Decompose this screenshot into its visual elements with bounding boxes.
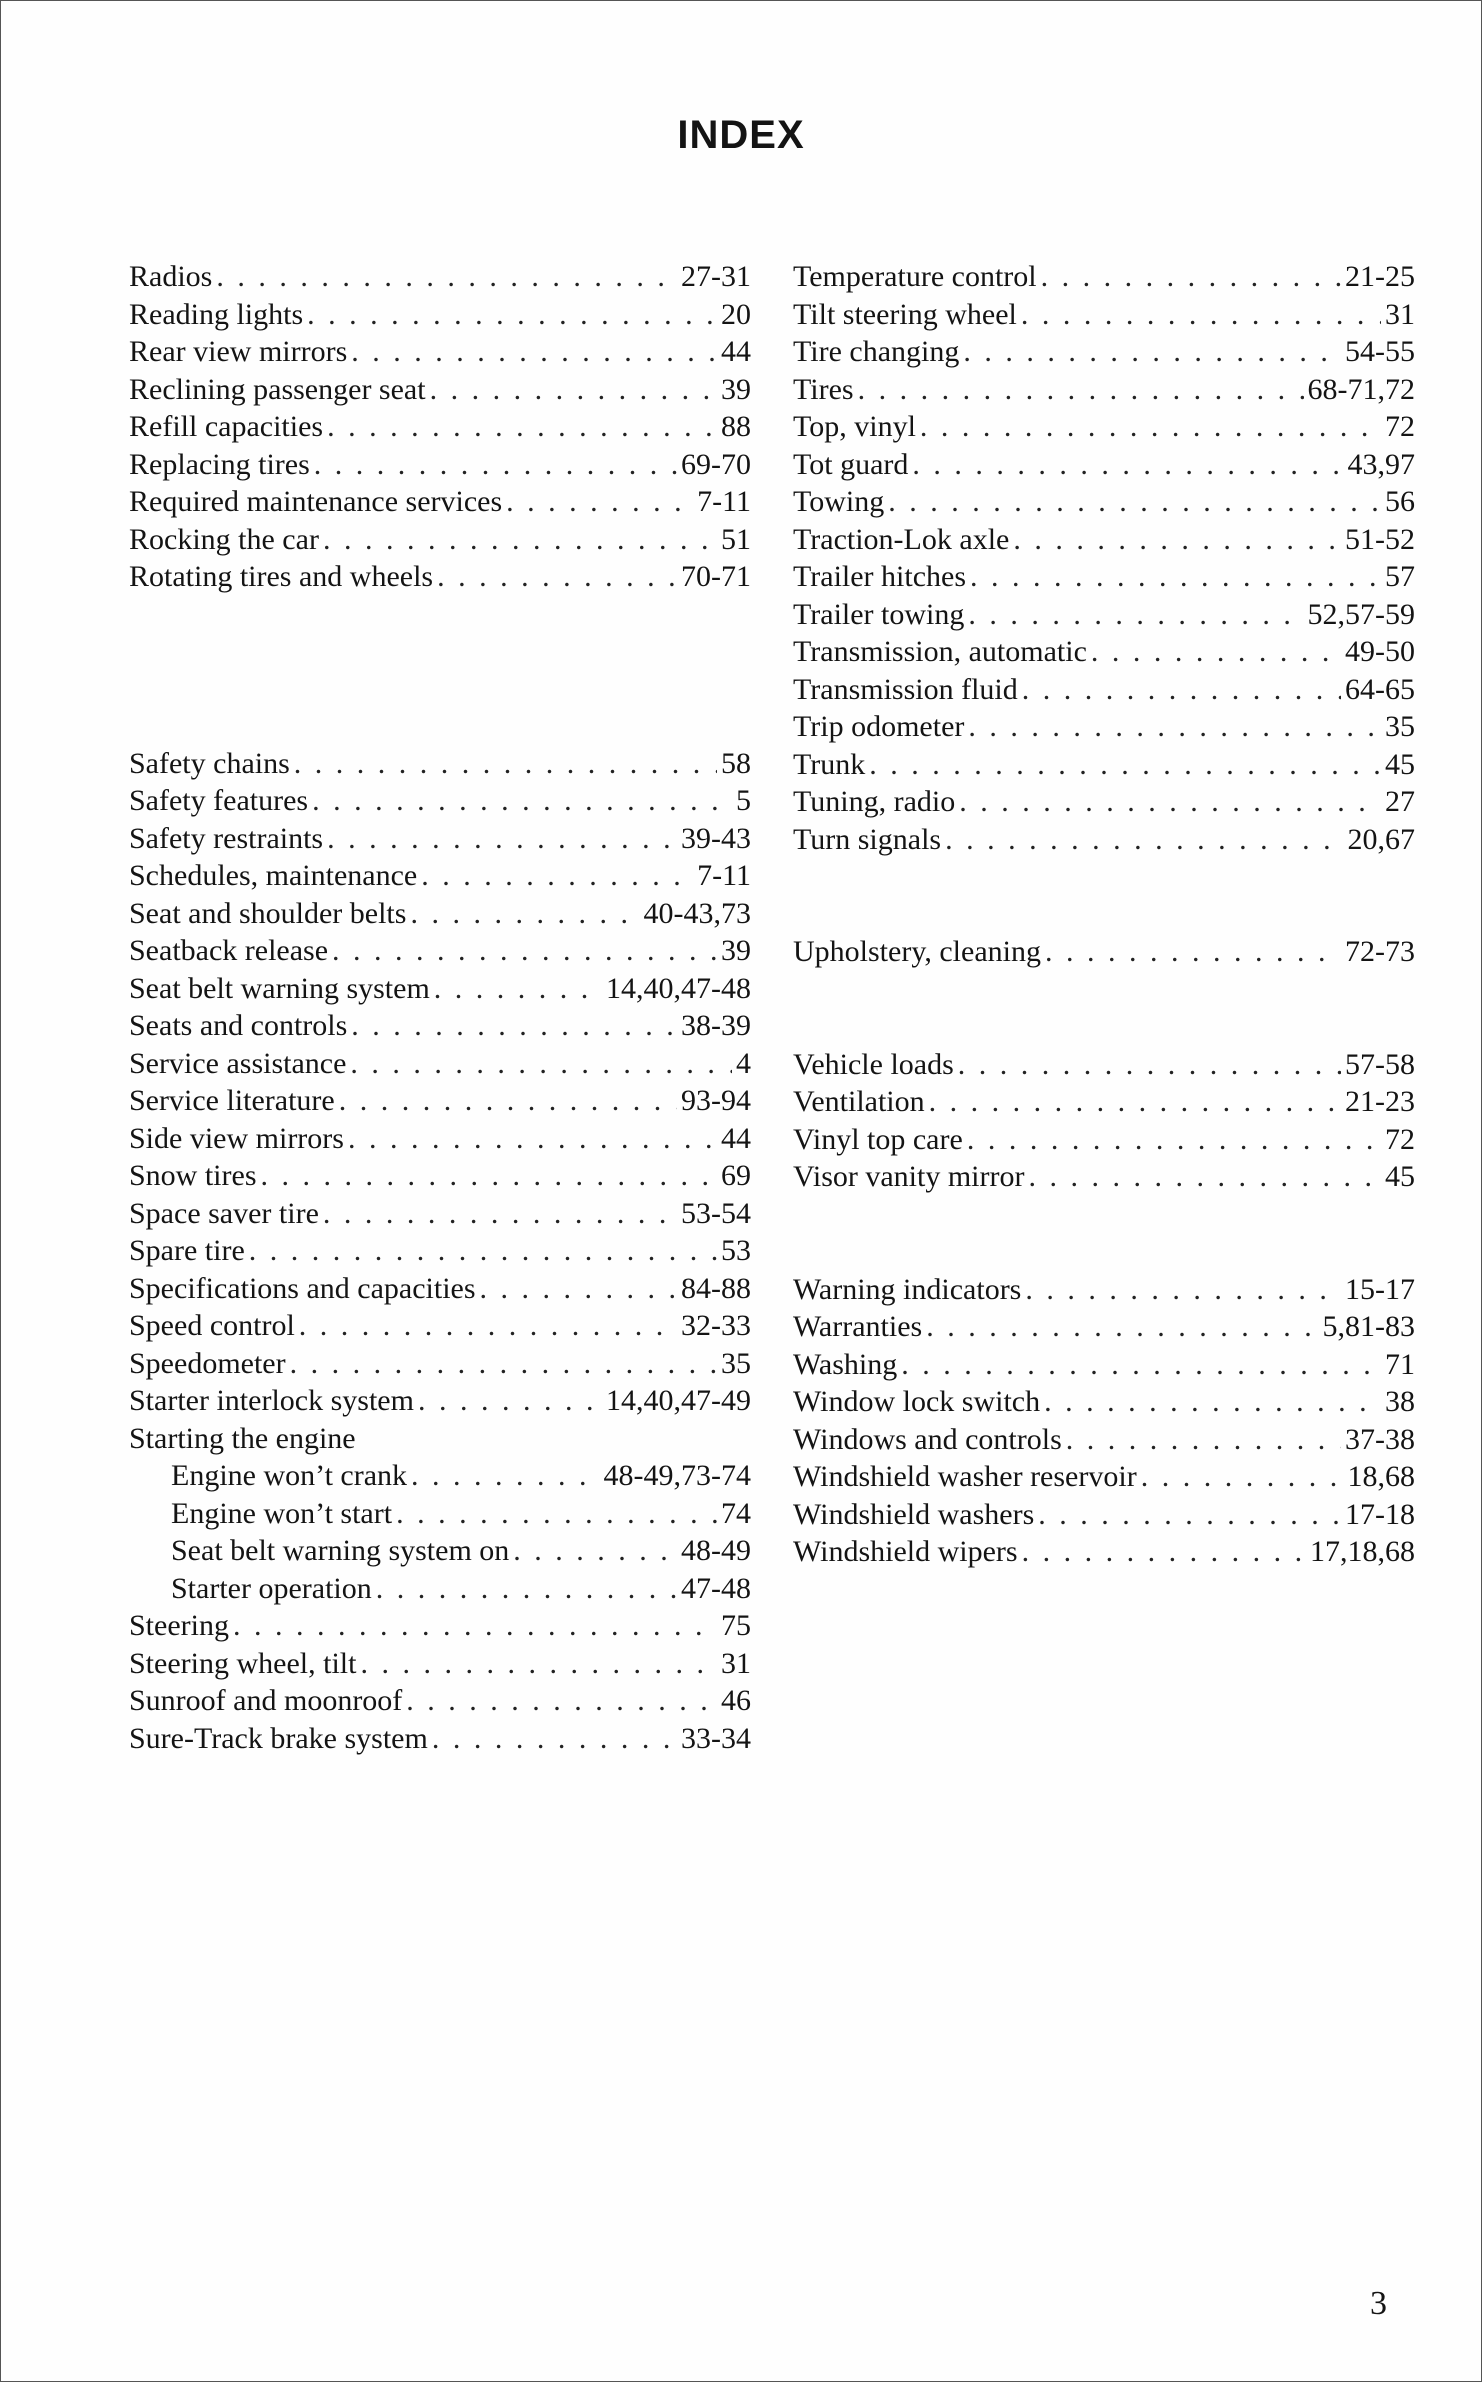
entry-term: Transmission fluid: [793, 672, 1018, 706]
entry-pages: 44: [721, 1121, 751, 1155]
entry-term: Warranties: [793, 1310, 923, 1343]
entry-pages: 20: [721, 297, 751, 331]
entry-term: Tot guard: [793, 447, 909, 481]
entry-term: Rocking the car: [129, 522, 319, 556]
dot-leader: [869, 746, 1381, 784]
dot-leader: [411, 1457, 599, 1495]
index-entry: [793, 1346, 1415, 1384]
entry-term: Windshield wipers: [793, 1535, 1018, 1568]
entry-term: Window lock switch: [793, 1385, 1041, 1418]
entry-term: Vehicle loads: [793, 1047, 954, 1081]
dot-leader: [348, 1120, 717, 1158]
entry-term: Tires: [793, 372, 854, 406]
entry-pages: 40-43,73: [643, 896, 751, 930]
dot-leader: [233, 1607, 717, 1645]
entry-pages: 74: [721, 1496, 751, 1530]
index-entry: [793, 1083, 1415, 1121]
entry-pages: 56: [1385, 485, 1415, 518]
entry-term: Tilt steering wheel: [793, 297, 1017, 331]
dot-leader: [376, 1570, 677, 1608]
index-entry: [129, 1157, 751, 1195]
letter-group-gap: [793, 971, 1415, 1046]
entry-pages: 17-18: [1345, 1497, 1415, 1531]
index-entry: [129, 1007, 751, 1045]
dot-leader: [327, 820, 677, 858]
dot-leader: [332, 932, 717, 970]
entry-pages: 53: [721, 1234, 751, 1267]
index-entry: [793, 446, 1415, 484]
entry-pages: 84-88: [681, 1271, 751, 1305]
index-entry: [129, 745, 751, 783]
entry-pages: 45: [1385, 1160, 1415, 1193]
entry-term: Vinyl top care: [793, 1122, 963, 1156]
entry-pages: 14,40,47-48: [606, 971, 751, 1005]
dot-leader: [1038, 1496, 1341, 1534]
index-entry: [129, 895, 751, 933]
page-number: 3: [1370, 2285, 1387, 2322]
index-entry: [793, 333, 1415, 371]
index-entry: [129, 932, 751, 970]
index-entry: [129, 258, 751, 296]
entry-term: Starting the engine: [129, 1421, 356, 1455]
entry-pages: 49-50: [1345, 635, 1415, 668]
entry-pages: 43,97: [1347, 447, 1415, 481]
page-title: INDEX: [677, 113, 805, 157]
entry-pages: 4: [736, 1046, 751, 1080]
index-entry: [793, 596, 1415, 634]
dot-leader: [261, 1157, 718, 1195]
entry-term: Ventilation: [793, 1085, 925, 1118]
dot-leader: [323, 1195, 677, 1233]
dot-leader: [432, 1720, 677, 1758]
dot-leader: [406, 1682, 717, 1720]
entry-term: Windshield washers: [793, 1497, 1035, 1531]
letter-group-gap: [129, 596, 751, 745]
dot-leader: [312, 782, 732, 820]
index-entry: [129, 446, 751, 484]
entry-pages: 7-11: [697, 485, 751, 518]
index-entry: [129, 1232, 751, 1270]
dot-leader: [480, 1270, 677, 1308]
index-entry: [129, 408, 751, 446]
entry-term: Starter interlock system: [129, 1384, 414, 1417]
dot-leader: [350, 1045, 732, 1083]
index-entry: [793, 1046, 1415, 1084]
index-entry: [129, 558, 751, 596]
dot-leader: [968, 596, 1303, 634]
entry-pages: 51-52: [1345, 522, 1415, 556]
dot-leader: [970, 558, 1381, 596]
entry-term: Replacing tires: [129, 447, 310, 481]
index-column-right: [793, 258, 1415, 1571]
entry-term: Windows and controls: [793, 1422, 1062, 1456]
dot-leader: [929, 1083, 1341, 1121]
entry-term: Upholstery, cleaning: [793, 935, 1041, 968]
dot-leader: [434, 970, 602, 1008]
index-entry: [793, 408, 1415, 446]
dot-leader: [1045, 933, 1341, 971]
entry-pages: 58: [721, 746, 751, 780]
entry-term: Turn signals: [793, 822, 942, 856]
dot-leader: [314, 446, 677, 484]
dot-leader: [351, 333, 717, 371]
index-entry: [793, 1533, 1415, 1571]
index-entry: [793, 558, 1415, 596]
entry-term: Spare tire: [129, 1234, 245, 1267]
dot-leader: [307, 296, 717, 334]
entry-pages: 69: [721, 1159, 751, 1192]
entry-term: Washing: [793, 1347, 898, 1381]
entry-pages: 71: [1385, 1347, 1415, 1381]
entry-term: Starter operation: [171, 1571, 372, 1605]
index-entry: [793, 371, 1415, 409]
dot-leader: [299, 1307, 677, 1345]
index-entry: [129, 333, 751, 371]
index-entry: [129, 820, 751, 858]
entry-term: Tuning, radio: [793, 785, 956, 818]
dot-leader: [513, 1532, 677, 1570]
entry-term: Transmission, automatic: [793, 635, 1087, 668]
dot-leader: [1044, 1383, 1381, 1421]
dot-leader: [945, 821, 1343, 859]
index-subentry: [129, 1457, 751, 1495]
index-entry: [129, 1682, 751, 1720]
index-entry: [793, 258, 1415, 296]
dot-leader: [1066, 1421, 1341, 1459]
entry-pages: 21-25: [1345, 260, 1415, 293]
entry-term: Trailer towing: [793, 597, 965, 631]
dot-leader: [437, 558, 677, 596]
index-entry: [129, 857, 751, 895]
index-entry: [129, 1120, 751, 1158]
index-entry: [129, 1607, 751, 1645]
dot-leader: [926, 1308, 1318, 1346]
entry-pages: 31: [721, 1646, 751, 1680]
index-entry: [129, 296, 751, 334]
dot-leader: [958, 1046, 1341, 1084]
dot-leader: [959, 783, 1381, 821]
entry-pages: 52,57-59: [1307, 597, 1415, 631]
index-entry: [129, 371, 751, 409]
letter-group-gap: [793, 1196, 1415, 1271]
entry-term: Service assistance: [129, 1046, 347, 1080]
entry-pages: 39-43: [681, 821, 751, 855]
index-entry: [793, 1271, 1415, 1309]
entry-term: Traction-Lok axle: [793, 522, 1010, 556]
entry-term: Snow tires: [129, 1159, 257, 1192]
index-entry: [129, 483, 751, 521]
index-subentry: [129, 1495, 751, 1533]
entry-pages: 5,81-83: [1322, 1310, 1415, 1343]
dot-leader: [327, 408, 717, 446]
index-entry: [793, 633, 1415, 671]
entry-pages: 38-39: [681, 1009, 751, 1042]
dot-leader: [1141, 1458, 1344, 1496]
entry-term: Reclining passenger seat: [129, 372, 426, 406]
dot-leader: [968, 708, 1381, 746]
dot-leader: [339, 1082, 677, 1120]
entry-term: Seats and controls: [129, 1009, 348, 1042]
dot-leader: [294, 745, 717, 783]
entry-pages: 33-34: [681, 1721, 751, 1755]
index-entry: [793, 746, 1415, 784]
entry-pages: 53-54: [681, 1196, 751, 1230]
index-entry: [793, 671, 1415, 709]
dot-leader: [1022, 1533, 1306, 1571]
index-entry: [793, 821, 1415, 859]
entry-pages: 27-31: [681, 260, 751, 293]
entry-pages: 68-71,72: [1307, 372, 1415, 406]
index-entry: [793, 296, 1415, 334]
letter-group-gap: [793, 858, 1415, 933]
dot-leader: [1021, 296, 1381, 334]
entry-pages: 20,67: [1347, 822, 1415, 856]
entry-term: Engine won’t crank: [171, 1459, 408, 1492]
index-entry: [793, 1421, 1415, 1459]
dot-leader: [506, 483, 693, 521]
entry-pages: 48-49: [681, 1534, 751, 1567]
entry-term: Rear view mirrors: [129, 335, 348, 368]
entry-term: Side view mirrors: [129, 1121, 344, 1155]
dot-leader: [360, 1645, 717, 1683]
entry-pages: 51: [721, 522, 751, 556]
entry-pages: 15-17: [1345, 1272, 1415, 1306]
entry-pages: 64-65: [1345, 672, 1415, 706]
entry-term: Engine won’t start: [171, 1496, 393, 1530]
entry-pages: 38: [1385, 1385, 1415, 1418]
entry-pages: 45: [1385, 747, 1415, 781]
dot-leader: [1022, 671, 1341, 709]
index-entry: [129, 1195, 751, 1233]
entry-pages: 72: [1385, 410, 1415, 443]
entry-pages: 57-58: [1345, 1047, 1415, 1081]
dot-leader: [418, 1382, 602, 1420]
index-entry: [129, 1382, 751, 1420]
entry-term: Temperature control: [793, 260, 1037, 293]
entry-term: Service literature: [129, 1084, 335, 1117]
index-entry: [129, 1307, 751, 1345]
entry-term: Seat belt warning system on: [171, 1534, 510, 1567]
index-subentry: [129, 1570, 751, 1608]
entry-pages: 21-23: [1345, 1085, 1415, 1118]
entry-term: Trunk: [793, 747, 866, 781]
index-entry: [129, 970, 751, 1008]
entry-pages: 32-33: [681, 1309, 751, 1342]
entry-pages: 48-49,73-74: [603, 1459, 751, 1492]
entry-pages: 31: [1385, 297, 1415, 331]
dot-leader: [1025, 1271, 1341, 1309]
entry-term: Visor vanity mirror: [793, 1160, 1025, 1193]
index-entry: [129, 782, 751, 820]
entry-term: Specifications and capacities: [129, 1271, 476, 1305]
dot-leader: [290, 1345, 717, 1383]
entry-pages: 44: [721, 335, 751, 368]
entry-pages: 39: [721, 372, 751, 406]
entry-term: Windshield washer reservoir: [793, 1460, 1137, 1493]
entry-term: Rotating tires and wheels: [129, 560, 434, 593]
index-entry: [793, 483, 1415, 521]
dot-leader: [888, 483, 1381, 521]
entry-term: Top, vinyl: [793, 410, 916, 443]
entry-term: Seat belt warning system: [129, 971, 430, 1005]
dot-leader: [323, 521, 717, 559]
entry-pages: 18,68: [1347, 1460, 1415, 1493]
entry-term: Trailer hitches: [793, 560, 967, 593]
index-entry: [793, 1458, 1415, 1496]
entry-pages: 57: [1385, 560, 1415, 593]
dot-leader: [430, 371, 717, 409]
entry-pages: 75: [721, 1609, 751, 1642]
dot-leader: [858, 371, 1304, 409]
entry-term: Seatback release: [129, 934, 329, 967]
entry-term: Sunroof and moonroof: [129, 1684, 403, 1717]
entry-pages: 35: [721, 1346, 751, 1380]
entry-pages: 5: [736, 784, 751, 817]
entry-pages: 39: [721, 934, 751, 967]
dot-leader: [249, 1232, 717, 1270]
entry-pages: 54-55: [1345, 335, 1415, 368]
entry-term: Sure-Track brake system: [129, 1721, 428, 1755]
index-entry: [793, 521, 1415, 559]
entry-term: Trip odometer: [793, 710, 965, 743]
dot-leader: [1041, 258, 1341, 296]
index-entry: [129, 1645, 751, 1683]
index-entry: [793, 708, 1415, 746]
entry-term: Safety features: [129, 784, 309, 817]
entry-pages: 47-48: [681, 1571, 751, 1605]
entry-term: Safety restraints: [129, 821, 324, 855]
index-entry: [793, 1496, 1415, 1534]
index-entry: [793, 1121, 1415, 1159]
entry-pages: 69-70: [681, 447, 751, 481]
entry-pages: 72-73: [1345, 935, 1415, 968]
dot-leader: [967, 1121, 1381, 1159]
dot-leader: [1091, 633, 1341, 671]
index-entry: [129, 1045, 751, 1083]
entry-pages: 17,18,68: [1310, 1535, 1415, 1568]
index-entry: [129, 1345, 751, 1383]
entry-term: Towing: [793, 485, 885, 518]
index-entry: [129, 1420, 751, 1458]
index-entry: [793, 783, 1415, 821]
dot-leader: [1029, 1158, 1382, 1196]
entry-term: Safety chains: [129, 746, 290, 780]
entry-term: Radios: [129, 260, 213, 293]
index-entry: [129, 521, 751, 559]
dot-leader: [410, 895, 639, 933]
index-entry: [129, 1082, 751, 1120]
entry-term: Schedules, maintenance: [129, 859, 418, 892]
entry-pages: 88: [721, 410, 751, 443]
entry-pages: 27: [1385, 785, 1415, 818]
dot-leader: [1013, 521, 1341, 559]
index-column-left: [129, 258, 751, 1757]
entry-pages: 46: [721, 1684, 751, 1717]
dot-leader: [920, 408, 1381, 446]
entry-pages: 14,40,47-49: [606, 1384, 751, 1417]
entry-term: Space saver tire: [129, 1196, 319, 1230]
entry-term: Refill capacities: [129, 410, 324, 443]
entry-pages: 7-11: [697, 859, 751, 892]
entry-term: Speed control: [129, 1309, 295, 1342]
index-subentry: [129, 1532, 751, 1570]
entry-term: Speedometer: [129, 1346, 286, 1380]
entry-term: Seat and shoulder belts: [129, 896, 407, 930]
index-entry: [793, 1308, 1415, 1346]
entry-term: Steering wheel, tilt: [129, 1646, 357, 1680]
dot-leader: [963, 333, 1341, 371]
index-entry: [129, 1720, 751, 1758]
dot-leader: [912, 446, 1343, 484]
dot-leader: [396, 1495, 717, 1533]
index-entry: [793, 1158, 1415, 1196]
entry-pages: 70-71: [681, 560, 751, 593]
index-entry: [129, 1270, 751, 1308]
index-entry: [793, 1383, 1415, 1421]
entry-pages: 37-38: [1345, 1422, 1415, 1456]
index-entry: [793, 933, 1415, 971]
entry-pages: 93-94: [681, 1084, 751, 1117]
dot-leader: [421, 857, 693, 895]
dot-leader: [351, 1007, 677, 1045]
entry-pages: 72: [1385, 1122, 1415, 1156]
entry-term: Tire changing: [793, 335, 960, 368]
dot-leader: [216, 258, 677, 296]
entry-term: Required maintenance services: [129, 485, 503, 518]
entry-term: Steering: [129, 1609, 229, 1642]
dot-leader: [901, 1346, 1381, 1384]
entry-term: Warning indicators: [793, 1272, 1022, 1306]
entry-term: Reading lights: [129, 297, 304, 331]
entry-pages: 35: [1385, 710, 1415, 743]
